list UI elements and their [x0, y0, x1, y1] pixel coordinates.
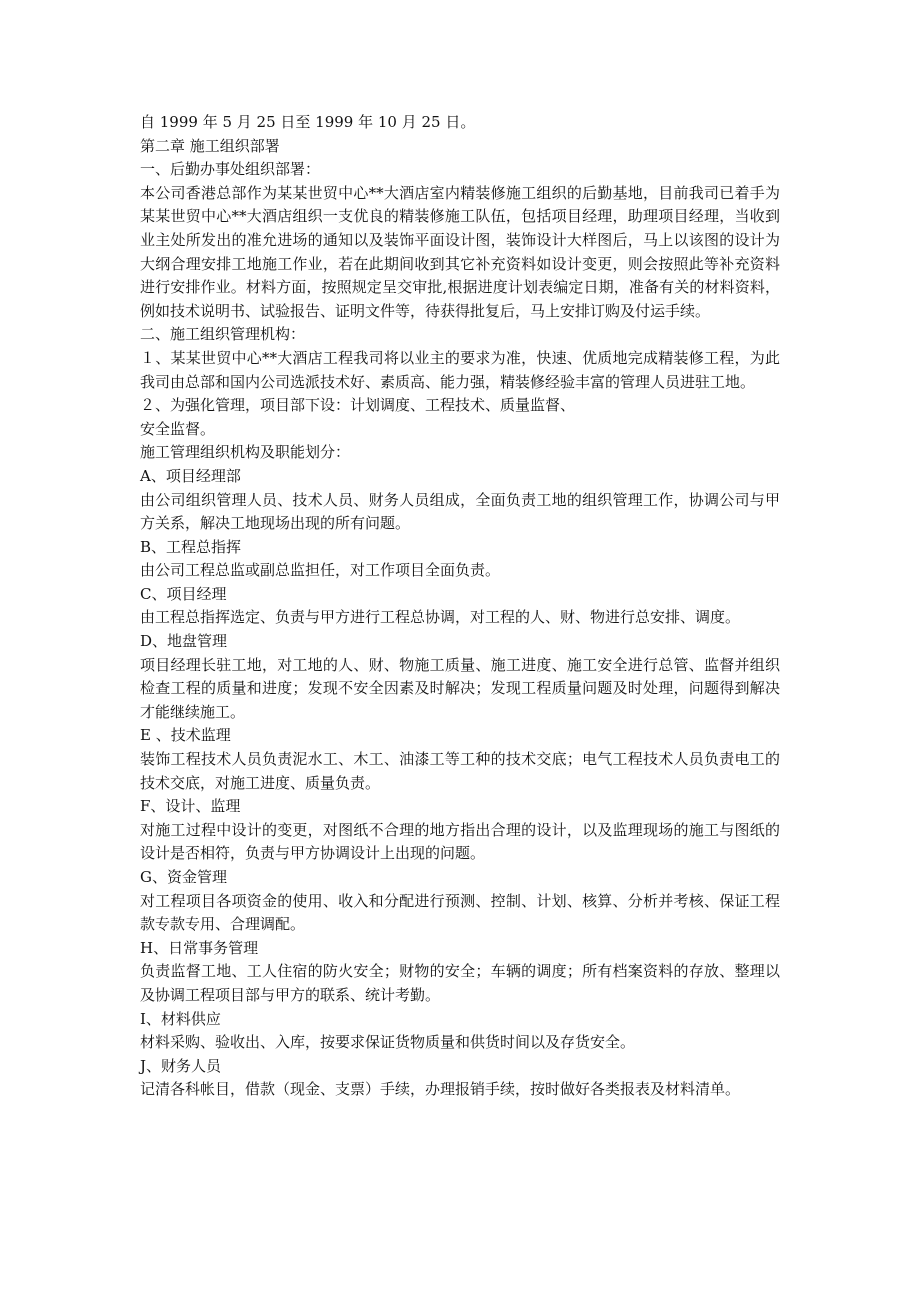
subsection-heading: 施工管理组织机构及职能划分：: [140, 443, 351, 462]
section-heading: 二、施工组织管理机构：: [140, 325, 306, 344]
paragraph: 安全监督。: [140, 419, 216, 438]
paragraph: ２、为强化管理，项目部下设：计划调度、工程技术、质量监督、: [140, 396, 576, 415]
item-heading: F、设计、监理: [140, 797, 241, 816]
paragraph: 记清各科帐目，借款（现金、支票）手续，办理报销手续，按时做好各类报表及材料清单。: [140, 1080, 741, 1099]
section-heading: 一、后勤办事处组织部署：: [140, 160, 321, 179]
paragraph: 对施工过程中设计的变更，对图纸不合理的地方指出合理的设计，以及监理现场的施工与图纸的设计是否相符，负责与甲方协调设计上出现的问题。: [140, 820, 780, 863]
item-heading: E 、技术监理: [140, 726, 231, 745]
item-heading: B、工程总指挥: [140, 537, 242, 556]
paragraph: １、某某世贸中心**大酒店工程我司将以业主的要求为准，快速、优质地完成精装修工程，为此我司由总部和国内公司选派技术好、素质高、能力强，精装修经验丰富的管理人员进驻工地。: [140, 348, 780, 391]
item-heading: C、项目经理: [140, 584, 227, 603]
paragraph: 装饰工程技术人员负责泥水工、木工、油漆工等工种的技术交底；电气工程技术人员负责电工的技术交底，对施工进度、质量负责。: [140, 750, 780, 792]
date-range-line: 自 1999 年 5 月 25 日至 1999 年 10 月 25 日。: [140, 113, 476, 131]
item-heading: A、项目经理部: [140, 466, 241, 485]
paragraph: 由工程总指挥选定、负责与甲方进行工程总协调，对工程的人、财、物进行总安排、调度。: [140, 608, 741, 627]
paragraph: 材料采购、验收出、入库，按要求保证货物质量和供货时间以及存货安全。: [140, 1033, 636, 1052]
item-heading: I、材料供应: [140, 1009, 221, 1028]
paragraph: 项目经理长驻工地，对工地的人、财、物施工质量、施工进度、施工安全进行总管、监督并组织检查工程的质量和进度；发现不安全因素及时解决；发现工程质量问题及时处理，问题得到解决才能继续施工。: [140, 655, 780, 721]
item-heading: G、资金管理: [140, 868, 227, 886]
paragraph: 由公司组织管理人员、技术人员、财务人员组成，全面负责工地的组织管理工作，协调公司与甲方关系，解决工地现场出现的所有问题。: [140, 490, 780, 533]
item-heading: H、日常事务管理: [140, 938, 259, 957]
paragraph: 负责监督工地、工人住宿的防火安全；财物的安全；车辆的调度；所有档案资料的存放、整理以及协调工程项目部与甲方的联系、统计考勤。: [140, 962, 780, 1004]
item-heading: D、地盘管理: [140, 632, 228, 651]
paragraph: 由公司工程总监或副总监担任，对工作项目全面负责。: [140, 561, 501, 580]
paragraph: 对工程项目各项资金的使用、收入和分配进行预测、控制、计划、核算、分析并考核、保证工程款专款专用、合理调配。: [140, 891, 780, 934]
chapter-heading: 第二章 施工组织部署: [140, 136, 280, 155]
paragraph: 本公司香港总部作为某某世贸中心**大酒店室内精装修施工组织的后勤基地，目前我司已着手为某某世贸中心**大酒店组织一支优良的精装修施工队伍，包括项目经理，助理项目经理，当收到业主处所发出的准允进场的通知以及装饰平面设计图，装饰设计大样图后，马上以该图的设计为大纲合理安排工地施工作业，若在此期间收到其它补充资料如设计变更，则会按照此等补充资料进行安排作业。材料方面，按照规定呈交审批,根据进度计划表编定日期，准备有关的材料资料，例如技术说明书、试验报告、证明文件等，待获得批复后，马上安排订购及付运手续。: [140, 183, 780, 320]
document-body: [140, 111, 780, 1102]
item-heading: J、财务人员: [140, 1056, 222, 1075]
